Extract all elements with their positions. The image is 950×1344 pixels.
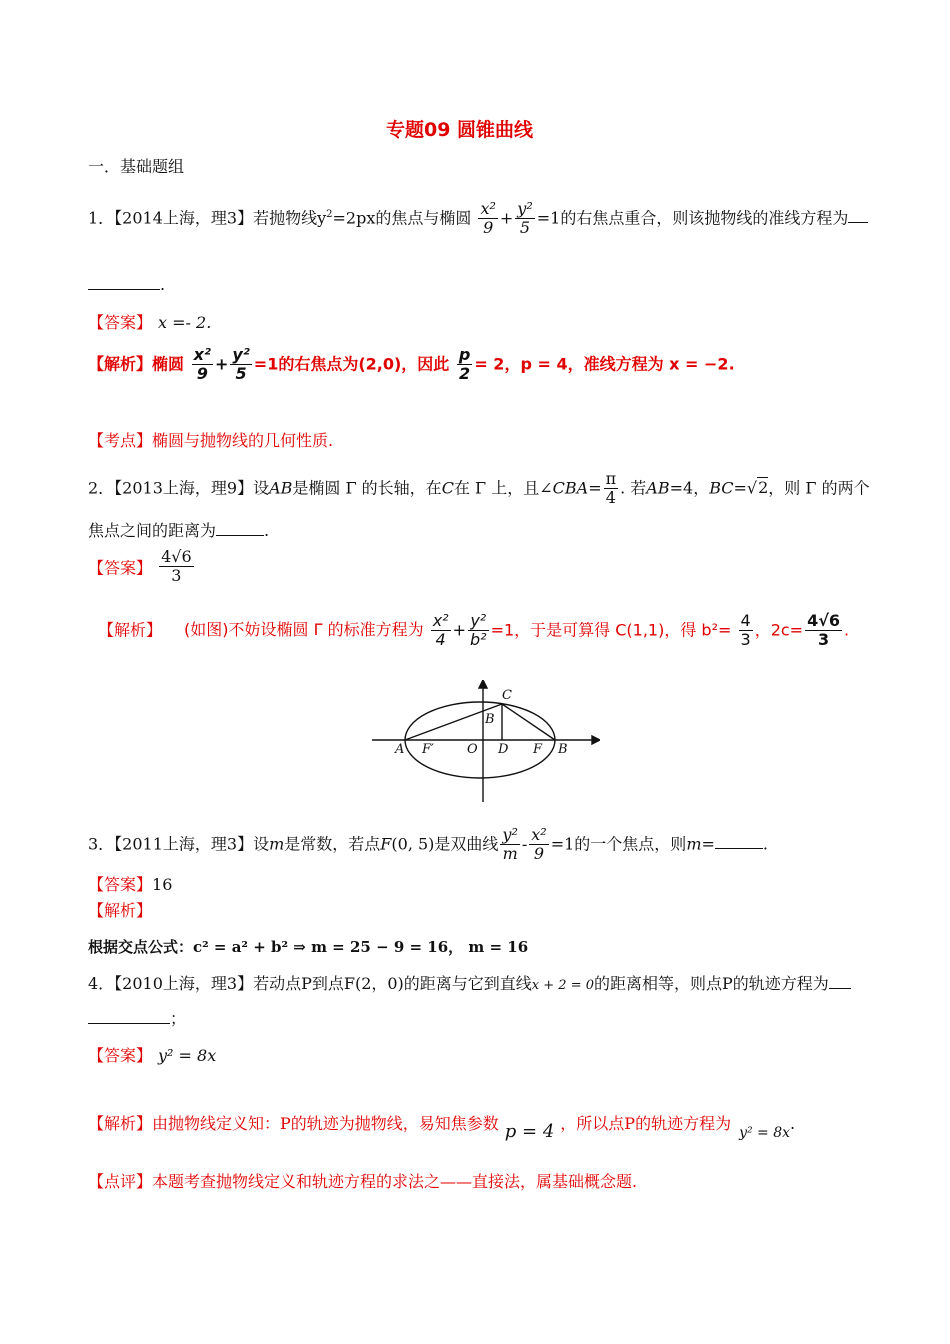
q4-analysis-text2: ，所以点P的轨迹方程为 [560,1114,732,1133]
q2-tail: . [264,521,270,540]
q4-analysis-text1: 由抛物线定义知：P的轨迹为抛物线，易知焦参数 [152,1114,499,1133]
q2-analysis-part1: (如图)不妨设椭圆 Γ 的标准方程为 [184,620,424,640]
q2-line2 [88,518,269,541]
q2-c: C [441,478,454,498]
q2-eq: = [588,478,602,498]
q1-answer-value: x =- 2. [158,313,212,332]
q1-tail: . [160,275,166,294]
question-4 [88,971,851,994]
q2-frac-pi: $\frac{\pi}{4}$ [605,469,617,508]
q2-cba: CBA [552,478,589,498]
q2-analysis-part3: ，2c= [754,620,804,640]
q2-analysis-frac-b: $\frac{4}{3}$ [740,611,751,650]
q1-prefix: 1．【2014上海，理3】若抛物线y [88,208,327,228]
q1-point-label: 【考点】 [88,431,153,450]
q2-answer-frac: $\frac{4√6}{3}$ [161,547,192,586]
question-1: 1．【2014上海，理3】若抛物线$y^2=2px$的焦点与椭圆 $\frac{\text{x²}}{9}$ + $\frac{\text{y²}}{5}$ =1的右焦点重合，则该抛物线的准线方程为 [88,200,868,238]
q4-suffix: 的距离相等，则点P的轨迹方程为 [594,974,829,993]
y-axis-arrow [479,680,487,688]
q2-ab2: AB [646,478,670,498]
q2-text9: =4， [669,478,710,498]
q3-text3: =1的一个焦点，则 [550,834,687,854]
q3-text2: (0, 5)是双曲线 [391,834,499,854]
q1-frac-x: $\frac{\text{x²}}{9}$ [480,199,496,238]
q2-analysis-frac-x: $\frac{\text{x²}}{4}$ [432,611,449,650]
q3-prefix: 3．【2011上海，理3】设 [88,834,270,854]
q1-analysis-part1: 椭圆 [152,354,185,374]
q4-analysis-eq: y² = 8x [739,1125,791,1141]
q4-answer-value: y² = 8x [158,1046,217,1065]
q1-point [88,428,333,451]
label-b-mid: B [485,712,495,727]
q3-f: F [380,834,392,854]
q2-answer-label: 【答案】 [88,558,153,578]
q3-frac-y: $\frac{\text{y²}}{m}$ [502,825,518,864]
q1-frac-y: $\frac{\text{y²}}{5}$ [517,199,533,238]
q1-answer [88,310,211,333]
q3-tail: . [762,834,768,854]
label-a: A [395,742,405,757]
q4-comment-label: 【点评】 [88,1172,153,1191]
section-heading: 一．基础题组 [88,157,185,176]
q1-analysis-part2: =1的右焦点为(2,0)，因此 [253,354,450,374]
q3-answer-value: 16 [152,875,173,894]
q4-comment-text: 本题考查抛物线定义和轨迹方程的求法之——直接法，属基础概念题. [152,1172,638,1191]
q4-analysis-label: 【解析】 [88,1114,153,1133]
q3-minus: - [521,834,528,854]
q4-blank-2 [88,1009,170,1024]
q1-analysis-frac-p: $\frac{p}{2}$ [458,345,471,384]
q4-analysis-tail: . [790,1114,796,1133]
q1-analysis-part3: = 2， [474,354,521,374]
q1-line2 [88,275,165,294]
ellipse-diagram [370,680,600,805]
q3-m2: m [686,834,702,854]
q4-tail: ； [170,1009,187,1028]
q3-frac-x: $\frac{\text{x²}}{9}$ [531,825,547,864]
q3-answer-label: 【答案】 [88,875,153,894]
q1-analysis-frac-y: $\frac{\text{y²}}{5}$ [232,345,250,384]
q1-point-text: 椭圆与抛物线的几何性质. [152,431,334,450]
q2-text12: ，则 Γ 的两个 [768,478,870,498]
q1-blank-1 [848,208,868,223]
q2-text7: . 若 [620,478,647,498]
q4-prefix: 4．【2010上海，理3】若动点P到点F(2，0)的距离与它到直线 [88,974,532,993]
label-d: D [498,742,509,757]
q1-suffix: 的右焦点重合，则该抛物线的准线方程为 [560,208,849,228]
q1-analysis-label: 【解析】 [88,354,153,374]
q4-line: x + 2 = 0 [531,978,594,993]
q2-ab: AB [269,478,293,498]
page-title: 专题09 圆锥曲线 [386,119,534,141]
q3-eq: = [701,834,715,854]
q4-answer [88,1043,216,1066]
q1-analysis-frac-x: $\frac{\text{x²}}{9}$ [193,345,211,384]
q2-text2: 是椭圆 Γ 的长轴，在 [292,478,442,498]
q1-answer-label: 【答案】 [88,313,153,332]
q3-analysis-label: 【解析】 [88,901,153,920]
q1-analysis-part4: p = 4，准线方程为 x = −2. [520,354,735,374]
q3-text1: 是常数，若点 [284,834,381,854]
q1-mid: =2px的焦点与椭圆 [332,208,472,228]
q2-bc: BC [709,478,734,498]
q1-analysis: 【解析】椭圆 $\frac{\text{x²}}{9}$ + $\frac{\text{y²}}{5}$ =1的右焦点为(2,0)，因此 $\frac{p}{2}$ = 2，p = 4，准线方程为 x = −2. [88,345,735,384]
q1-blank-2 [88,275,160,290]
q3-analysis: 根据交点公式：c² = a² + b² ⇒ m = 25 − 9 = 16， m = 16 [88,938,529,956]
q4-analysis-p: p = 4 [504,1121,555,1142]
q2-analysis-frac-c: $\frac{4√6}{3}$ [807,611,841,650]
question-2 [88,470,870,508]
q1-eq: =1 [536,208,561,228]
q2-prefix: 2．【2013上海，理9】设 [88,478,270,498]
q2-line2-text: 焦点之间的距离为 [88,521,217,540]
q2-blank [216,521,264,536]
q3-m: m [269,834,285,854]
q2-answer [88,548,196,586]
question-3 [88,826,768,864]
q4-answer-label: 【答案】 [88,1046,153,1065]
q2-analysis: 【解析】 (如图)不妨设椭圆 Γ 的标准方程为 $\frac{\text{x²}}{4}$ + $\frac{\text{y²}}{\text{b²}}$ =1，于是可算得 C(1,1)，得 b²= $\frac{4}{3}$ ，2c= $\frac{4√6}{3}$ . [98,611,850,650]
q2-analysis-frac-y: $\frac{\text{y²}}{\text{b²}}$ [469,611,487,650]
q2-analysis-tail: . [844,620,850,640]
q3-blank [715,834,763,849]
q4-line2 [88,1006,186,1029]
q2-text4: 在 Γ 上，且∠ [453,478,553,498]
q2-sqrt: √2 [746,478,769,498]
q2-eq2: = [733,478,747,498]
label-f1: F′ [422,742,434,757]
label-c: C [502,688,512,703]
label-f2: F [533,742,543,757]
q2-analysis-part2: =1，于是可算得 C(1,1)，得 b²= [490,620,732,640]
q4-comment [88,1169,637,1192]
label-b: B [558,742,568,757]
label-o: O [467,742,478,757]
q2-analysis-label: 【解析】 [98,620,163,640]
q4-blank-1 [829,974,851,989]
x-axis-arrow [592,736,600,744]
q3-answer [88,872,172,895]
q4-analysis [88,1111,796,1142]
